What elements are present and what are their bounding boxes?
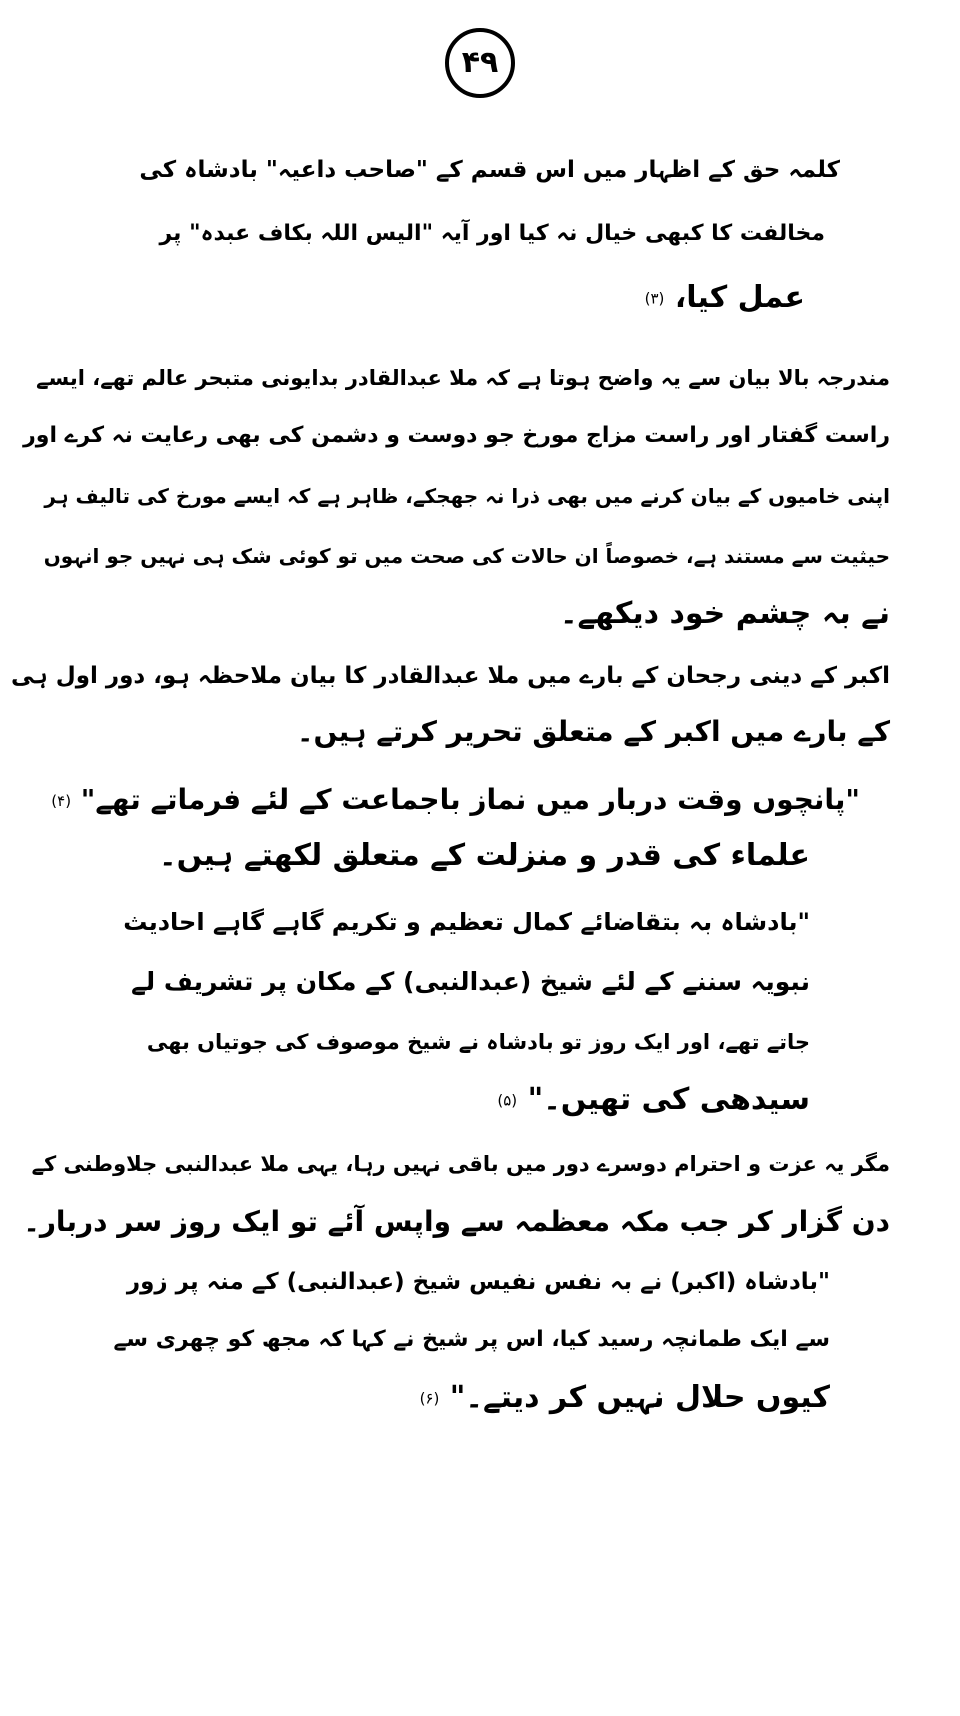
line-text: عمل کیا، [674,280,805,315]
text-line [120,902,810,942]
page-number: ۴۹ [445,28,515,98]
text-line [10,536,890,576]
line-text: کے بارے میں اکبر کے متعلق تحریر کرتے ہیں۔ [297,715,890,748]
line-text: اکبر کے دینی رجحان کے بارے میں ملا عبدالقادر کا بیان ملاحظہ ہو، دور اول ہی [10,663,890,689]
text-line [10,476,890,516]
text-line [10,1144,890,1184]
line-text: حیثیت سے مستند ہے، خصوصاً ان حالات کی صحت میں تو کوئی شک ہی نہیں جو انہوں [43,544,890,568]
line-text: نبویہ سننے کے لئے شیخ (عبدالنبی) کے مکان پر تشریف لے [131,967,810,996]
text-line [10,358,890,398]
text-line [135,214,825,254]
line-text: جاتے تھے، اور ایک روز تو بادشاہ نے شیخ موصوف کی جوتیاں بھی [146,1030,810,1054]
footnote-marker: (۴) [51,792,72,810]
line-text: "بادشاہ (اکبر) نے بہ نفس نفیس شیخ (عبدالنبی) کے منہ پر زور [126,1269,830,1295]
footnote-marker: (۵) [497,1091,518,1110]
text-line [410,1080,810,1121]
text-line [120,962,810,1002]
text-line [10,656,890,696]
line-text: علماء کی قدر و منزلت کے متعلق لکھتے ہیں۔ [158,838,810,873]
text-line [290,712,890,752]
line-text: "پانچوں وقت دربار میں نماز باجماعت کے لئے فرماتے تھے" [80,783,860,816]
text-line [330,1378,830,1419]
line-text: سیدھی کی تھیں۔" [527,1082,810,1117]
footnote-marker: (۳) [644,289,665,308]
text-line [120,150,840,190]
text-line [10,416,890,456]
text-line [120,1022,810,1062]
text-line [10,1202,890,1242]
line-text: سے ایک طمانچہ رسید کیا، اس پر شیخ نے کہا کہ مجھ کو چھری سے [113,1327,830,1352]
text-line [110,1320,830,1360]
footnote-marker: (۶) [419,1389,440,1408]
line-text: کیوں حلال نہیں کر دیتے۔" [449,1380,830,1415]
text-line [390,594,890,634]
line-text: مندرجہ بالا بیان سے یہ واضح ہوتا ہے کہ ملا عبدالقادر بدایونی متبحر عالم تھے، ایسے [36,366,890,390]
line-text: "بادشاہ بہ بتقاضائے کمال تعظیم و تکریم گاہے گاہے احادیث [123,908,810,936]
line-text: مخالفت کا کبھی خیال نہ کیا اور آیہ "الیس اللہ بکاف عبدہ" پر [159,221,825,246]
text-line [40,780,860,821]
line-text: نے بہ چشم خود دیکھے۔ [559,596,890,631]
text-line [505,278,805,319]
text-line [110,1262,830,1302]
text-line [110,836,810,876]
line-text: مگر یہ عزت و احترام دوسرے دور میں باقی نہیں رہا، یہی ملا عبدالنبی جلاوطنی کے [31,1152,890,1176]
line-text: راست گفتار اور راست مزاج مورخ جو دوست و دشمن کی بھی رعایت نہ کرے اور [23,423,890,448]
line-text: اپنی خامیوں کے بیان کرنے میں بھی ذرا نہ جھجکے، ظاہر ہے کہ ایسے مورخ کی تالیف ہر [44,484,890,508]
line-text: دن گزار کر جب مکہ معظمہ سے واپس آئے تو ایک روز سر دربار۔ [23,1205,890,1238]
line-text: کلمہ حق کے اظہار میں اس قسم کے "صاحب داعیہ" بادشاہ کی [139,157,840,183]
